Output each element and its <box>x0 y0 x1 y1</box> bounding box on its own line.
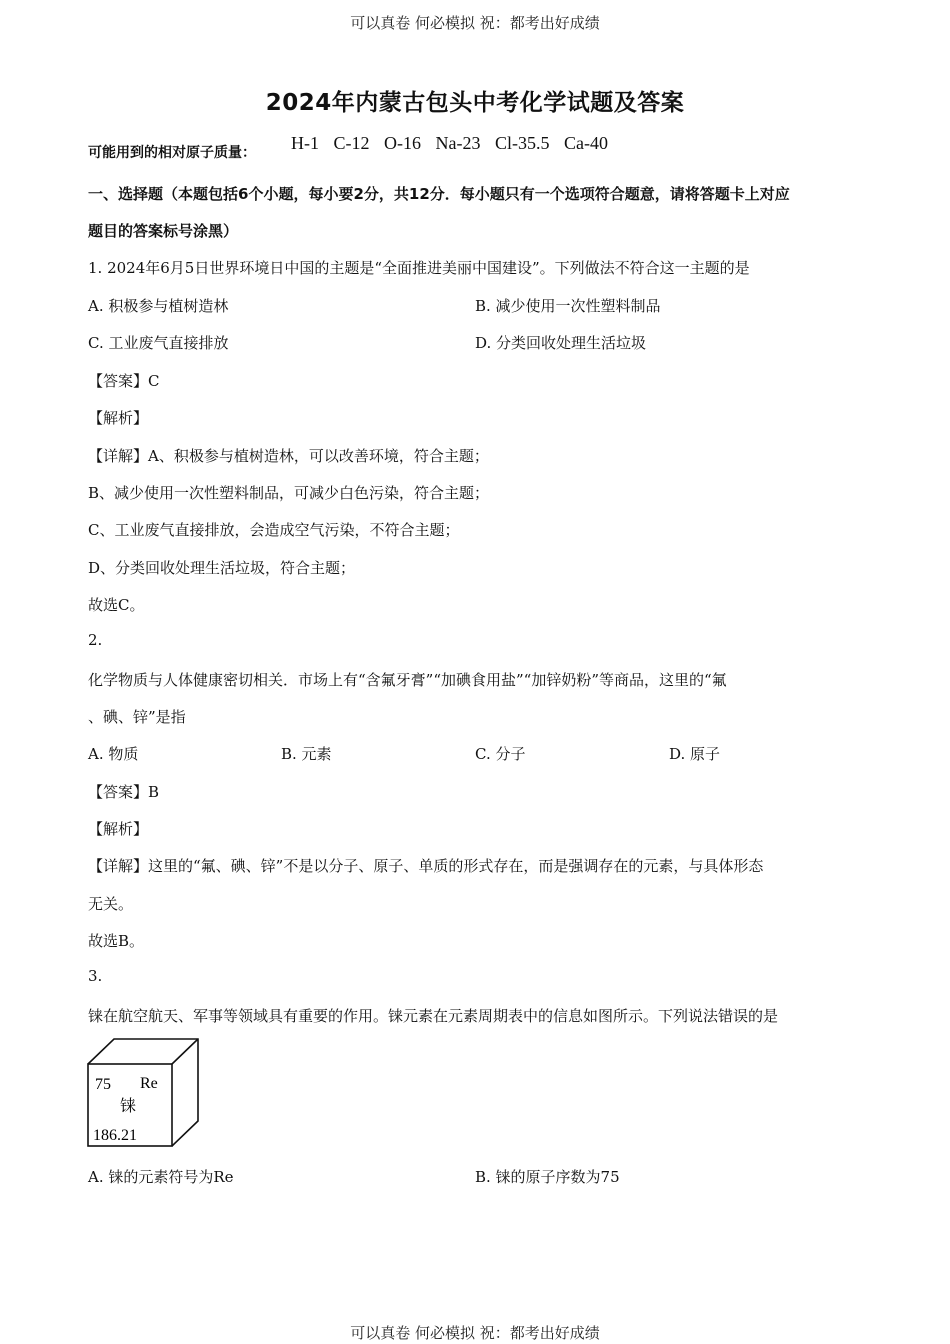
q2-conclusion: 故选B。 <box>88 932 145 950</box>
q1-analysis-label: 【解析】 <box>88 409 149 427</box>
q2-detail-line2: 无关。 <box>88 895 134 913</box>
q1-detail-c: C、工业废气直接排放，会造成空气污染，不符合主题； <box>88 521 460 539</box>
element-cube-diagram <box>86 1036 202 1150</box>
section-heading-line1: 一、选择题（本题包括6个小题，每小要2分，共12分．每小题只有一个选项符合题意，请将答题卡上对应 <box>88 185 790 203</box>
q2-stem-line2: 、碘、锌”是指 <box>88 708 186 726</box>
q3-option-b: B. 铼的原子序数为75 <box>475 1168 620 1186</box>
q1-option-c: C. 工业废气直接排放 <box>88 334 229 352</box>
q2-option-c: C. 分子 <box>475 745 526 763</box>
atomic-mass-label: 可能用到的相对原子质量： <box>88 145 256 161</box>
q1-option-d: D. 分类回收处理生活垃圾 <box>475 334 647 352</box>
cube-top-edge <box>172 1039 198 1064</box>
q2-option-b: B. 元素 <box>281 745 332 763</box>
q2-option-a: A. 物质 <box>88 745 139 763</box>
q2-option-d: D. 原子 <box>669 745 721 763</box>
q2-analysis-label: 【解析】 <box>88 820 149 838</box>
q1-option-a: A. 积极参与植树造林 <box>88 297 229 315</box>
q2-detail-line1: 【详解】这里的“氟、碘、锌”不是以分子、原子、单质的形式存在，而是强调存在的元素，与具体形态 <box>88 857 764 875</box>
atomic-mass-values: H-1 C-12 O-16 Na-23 Cl-35.5 Ca-40 <box>291 133 608 153</box>
q1-option-b: B. 减少使用一次性塑料制品 <box>475 297 661 315</box>
q1-detail-d: D、分类回收处理生活垃圾，符合主题； <box>88 559 356 577</box>
element-symbol: Re <box>140 1075 158 1092</box>
q1-conclusion: 故选C。 <box>88 596 145 614</box>
page-title: 2024年内蒙古包头中考化学试题及答案 <box>265 90 685 116</box>
section-heading-line2: 题目的答案标号涂黑） <box>88 222 239 240</box>
q3-option-a: A. 铼的元素符号为Re <box>88 1168 234 1186</box>
q2-stem-line1: 化学物质与人体健康密切相关．市场上有“含氟牙膏”“加碘食用盐”“加锌奶粉”等商品，这里的“氟 <box>88 671 727 689</box>
q3-number: 3. <box>88 967 103 985</box>
element-atomic-number: 75 <box>95 1076 111 1093</box>
page-header: 可以真卷 何必模拟 祝：都考出好成绩 <box>350 14 600 32</box>
q1-detail-b: B、减少使用一次性塑料制品，可减少白色污染，符合主题； <box>88 484 490 502</box>
q1-answer: 【答案】C <box>88 372 160 390</box>
page-footer: 可以真卷 何必模拟 祝：都考出好成绩 <box>350 1324 600 1342</box>
element-atomic-mass: 186.21 <box>93 1127 137 1144</box>
q3-stem: 铼在航空航天、军事等领域具有重要的作用。铼元素在元素周期表中的信息如图所示。下列说法错误的是 <box>88 1007 779 1025</box>
q2-number: 2. <box>88 631 103 649</box>
q1-stem: 1. 2024年6月5日世界环境日中国的主题是“全面推进美丽中国建设”。下列做法不符合这一主题的是 <box>88 259 750 277</box>
element-name: 铼 <box>120 1098 137 1115</box>
q2-answer: 【答案】B <box>88 783 160 801</box>
q1-detail-a: 【详解】A、积极参与植树造林，可以改善环境，符合主题； <box>88 447 489 465</box>
